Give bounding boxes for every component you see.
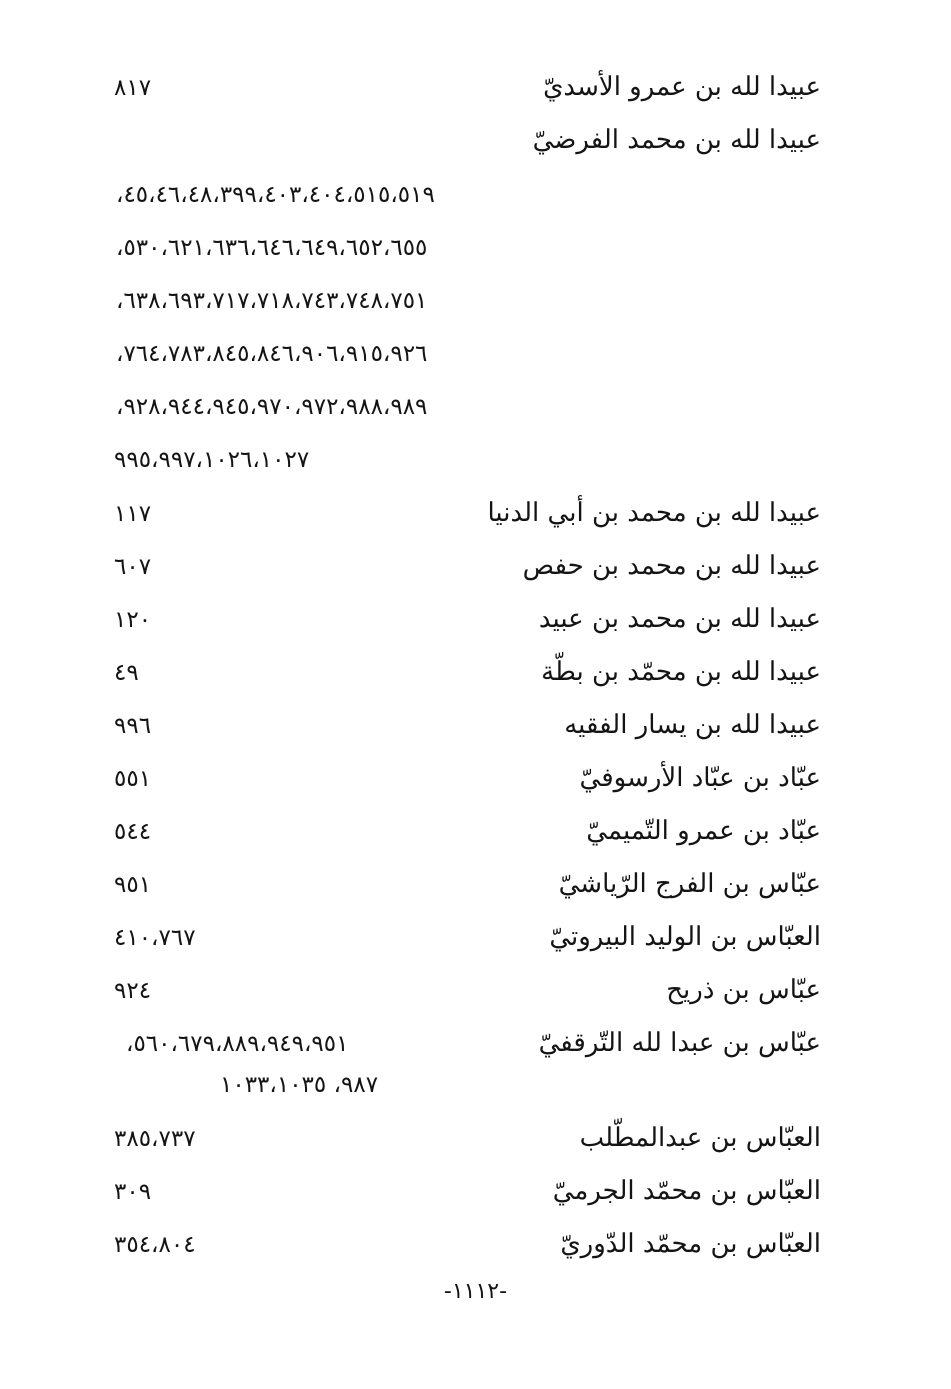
index-entry-pages: ٩٥١ — [114, 872, 152, 898]
index-entry-pages: ٤٩ — [114, 660, 139, 686]
index-entry-name: عبيدا لله بن محمّد بن بطّة — [541, 657, 821, 687]
index-entry-name: عبيدا لله بن محمد بن حفص — [522, 551, 821, 581]
index-entry-pages-line: ٤٥،٤٦،٤٨،٣٩٩،٤٠٣،٤٠٤،٥١٥،٥١٩، — [116, 182, 435, 208]
index-entry-name: عبّاد بن عمرو التّميميّ — [586, 816, 821, 846]
index-entry-pages: ٥٥١ — [114, 766, 152, 792]
index-entry-name: العبّاس بن محمّد الجرميّ — [552, 1176, 821, 1206]
index-entry-pages-line: ٥٣٠،٦٢١،٦٣٦،٦٤٦،٦٤٩،٦٥٢،٦٥٥، — [116, 235, 428, 261]
index-entry-name: العبّاس بن محمّد الدّوريّ — [560, 1229, 821, 1259]
index-entry-pages: ١١٧ — [114, 501, 152, 527]
index-entry-name: عبيدا لله بن محمد بن أبي الدنيا — [487, 498, 821, 528]
index-entry-pages: ٨١٧ — [114, 75, 152, 101]
index-entry-name: عبيدا لله بن يسار الفقيه — [564, 710, 821, 740]
index-entry-name: العبّاس بن الوليد البيروتيّ — [549, 922, 821, 952]
index-entry-name: عبّاس بن ذريح — [666, 975, 821, 1005]
index-entry-pages-line: ٧٦٤،٧٨٣،٨٤٥،٨٤٦،٩٠٦،٩١٥،٩٢٦، — [116, 341, 428, 367]
index-entry-pages-line: ٦٣٨،٦٩٣،٧١٧،٧١٨،٧٤٣،٧٤٨،٧٥١، — [116, 288, 428, 314]
index-entry-pages: ٣٨٥،٧٣٧ — [114, 1126, 196, 1152]
index-entry-pages: ٥٦٠،٦٧٩،٨٨٩،٩٤٩،٩٥١، — [126, 1031, 349, 1057]
index-entry-pages: ٥٤٤ — [114, 819, 152, 845]
index-entry-pages: ٦٠٧ — [114, 554, 152, 580]
index-entry-pages: ١٢٠ — [114, 607, 152, 633]
index-entry-name: عبيدا لله بن محمد بن عبيد — [538, 604, 821, 634]
index-entry-pages: ٩٩٦ — [114, 713, 152, 739]
index-entry-pages: ٤١٠،٧٦٧ — [114, 925, 196, 951]
index-entry-pages-line: ٩٩٥،٩٩٧،١٠٢٦،١٠٢٧ — [114, 447, 310, 473]
index-entry-pages-line: ٩٢٨،٩٤٤،٩٤٥،٩٧٠،٩٧٢،٩٨٨،٩٨٩، — [116, 394, 428, 420]
index-entry-name: عبيدا لله بن عمرو الأسديّ — [543, 72, 821, 102]
index-entry-name: عبّاس بن عبدا لله التّرقفيّ — [538, 1028, 821, 1058]
index-entry-name: العبّاس بن عبدالمطّلب — [579, 1123, 821, 1153]
page-number: -١١١٢- — [443, 1279, 508, 1304]
index-entry-name: عبيدا لله بن محمد الفرضيّ — [532, 125, 821, 155]
index-entry-pages: ٣٥٤،٨٠٤ — [114, 1232, 196, 1258]
index-entry-pages: ٩٢٤ — [114, 978, 152, 1004]
index-entry-pages-continued: ٩٨٧، ١٠٣٣،١٠٣٥ — [220, 1072, 379, 1098]
index-entry-name: عبّاد بن عبّاد الأرسوفيّ — [579, 763, 821, 793]
index-entry-name: عبّاس بن الفرج الرّياشيّ — [558, 869, 821, 899]
index-entry-pages: ٣٠٩ — [114, 1179, 152, 1205]
